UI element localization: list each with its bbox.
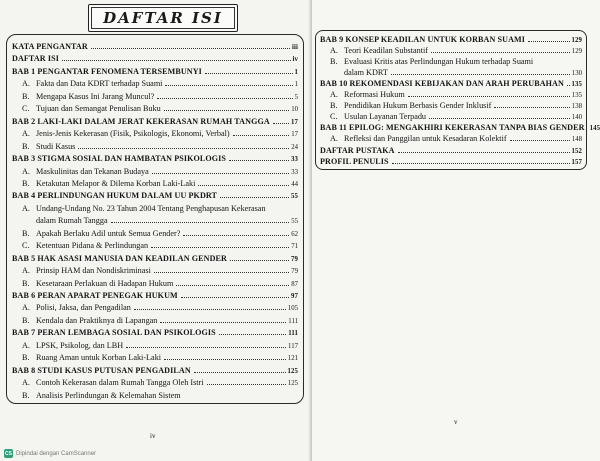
dot-leader [198, 185, 289, 186]
toc-label: Usulan Layanan Terpadu [344, 112, 427, 122]
dot-leader [528, 41, 569, 42]
toc-label: BAB 7 PERAN LEMBAGA SOSIAL DAN PSIKOLOGIS [12, 328, 216, 338]
toc-page-number: 117 [288, 342, 298, 350]
toc-sub-row [22, 92, 298, 103]
dot-leader [126, 347, 286, 348]
dot-leader [429, 118, 570, 119]
dot-leader [408, 96, 570, 97]
toc-letter: B. [22, 228, 30, 238]
toc-chapter-row [12, 54, 298, 65]
toc-page-number: 145 [589, 125, 600, 133]
toc-letter: A. [22, 166, 30, 176]
toc-chapter-row [12, 291, 298, 302]
toc-label: Undang-Undang No. 23 Tahun 2004 Tentang Penghapusan Kekerasan [36, 203, 266, 213]
toc-sub-row [22, 79, 298, 90]
page-number-left: iv [150, 432, 156, 440]
toc-label: Pendidikan Hukum Berbasis Gender Inklusif [344, 101, 492, 111]
toc-letter: A. [22, 378, 30, 388]
toc-page-number: 157 [571, 158, 582, 166]
dot-leader [78, 148, 289, 149]
dot-leader [134, 309, 286, 310]
toc-sub-row [22, 341, 298, 352]
toc-page-number: 125 [287, 380, 298, 388]
toc-chapter-row [320, 146, 582, 157]
toc-page-number: 111 [288, 330, 298, 338]
toc-letter: A. [22, 303, 30, 313]
toc-label: KATA PENGANTAR [12, 42, 88, 51]
dot-leader [273, 123, 289, 124]
toc-letter: C. [22, 241, 30, 251]
toc-sub-row [330, 68, 582, 79]
toc-page-number: 1 [294, 81, 298, 89]
dot-leader [160, 322, 286, 323]
toc-label: BAB 1 PENGANTAR FENOMENA TERSEMBUNYI [12, 66, 202, 76]
toc-page-number: 152 [571, 147, 582, 155]
toc-page-number: 10 [291, 106, 298, 114]
toc-label: Reformasi Hukum [344, 90, 405, 100]
toc-letter: C. [22, 104, 30, 114]
toc-sub-row [22, 303, 298, 314]
toc-letter: C. [330, 112, 338, 122]
toc-page-number: 111 [288, 317, 298, 325]
toc-label: DAFTAR PUSTAKA [320, 145, 395, 155]
dot-leader [229, 160, 289, 161]
toc-page-number: 44 [291, 180, 298, 188]
toc-label: Studi Kasus [36, 141, 76, 151]
title-banner [88, 4, 238, 32]
toc-label: BAB 6 PERAN APARAT PENEGAK HUKUM [12, 291, 178, 300]
toc-label: LPSK, Psikolog, dan LBH [36, 340, 124, 350]
toc-sub-row [22, 316, 298, 327]
toc-label: BAB 10 REKOMENDASI KEBIJAKAN DAN ARAH PERUBAHAN [320, 79, 564, 89]
toc-sub-row [22, 353, 298, 364]
toc-chapter-row [12, 366, 298, 377]
toc-page-number: 17 [291, 118, 298, 126]
toc-page-number: 71 [291, 243, 298, 251]
dot-leader [398, 152, 570, 153]
toc-chapter-row [12, 191, 298, 202]
toc-label: Maskulinitas dan Tekanan Budaya [36, 166, 149, 176]
toc-letter: A. [22, 266, 30, 276]
page-title: DAFTAR ISI [103, 9, 223, 27]
toc-label: Kesetaraan Perlakuan di Hadapan Hukum [36, 278, 174, 288]
scanner-watermark [4, 449, 96, 458]
toc-chapter-row [12, 328, 298, 339]
toc-label: Analisis Perlindungan & Kelemahan Sistem [36, 390, 181, 400]
dot-leader [205, 73, 293, 74]
toc-page-number: 129 [571, 37, 582, 44]
dot-leader [181, 297, 289, 298]
toc-page-number: 135 [571, 81, 582, 89]
toc-label: Teori Keadilan Substantif [344, 46, 429, 56]
dot-leader [392, 163, 570, 164]
dot-leader [183, 235, 289, 236]
toc-sub-row [330, 112, 582, 123]
toc-sub-row [330, 57, 582, 67]
camscanner-icon: CS [5, 450, 12, 457]
toc-sub-row [22, 142, 298, 153]
toc-label: Jenis-Jenis Kekerasan (Fisik, Psikologis, Ekonomi, Verbal) [36, 129, 230, 139]
toc-label: BAB 3 STIGMA SOSIAL DAN HAMBATAN PSIKOLOGIS [12, 154, 227, 164]
dot-leader [207, 384, 286, 385]
toc-page-number: 79 [291, 268, 298, 276]
toc-letter: A. [330, 46, 338, 56]
toc-sub-row [22, 391, 298, 401]
toc-sub-row [22, 104, 298, 115]
toc-label: BAB 2 LAKI-LAKI DALAM JERAT KEKERASAN RUMAH TANGGA [12, 116, 270, 126]
toc-label: Apakah Berlaku Adil untuk Semua Gender? [36, 228, 181, 238]
toc-page-number: iv [292, 56, 298, 64]
toc-letter: A. [22, 340, 30, 350]
toc-page-number: 5 [294, 93, 298, 101]
toc-page-number: 87 [291, 280, 298, 288]
toc-sub-row [330, 90, 582, 101]
dot-leader [111, 222, 290, 223]
toc-sub-row [22, 378, 298, 389]
toc-page-number: 129 [571, 48, 582, 56]
toc-page-number: 17 [291, 131, 298, 139]
toc-letter: B. [330, 57, 338, 67]
toc-page-number: 125 [287, 367, 298, 375]
toc-label: Evaluasi Kritis atas Perlindungan Hukum terhadap Suami [344, 57, 534, 67]
toc-page-number: 55 [291, 193, 298, 201]
toc-letter: B. [22, 178, 30, 188]
toc-sub-row [330, 134, 582, 145]
toc-label: PROFIL PENULIS [320, 156, 389, 166]
dot-leader [176, 285, 289, 286]
dot-leader [494, 107, 569, 108]
toc-label: Mengapa Kasus Ini Jarang Muncul? [36, 91, 155, 101]
dot-leader [510, 140, 570, 141]
toc-label: Ketentuan Pidana & Perlindungan [36, 241, 149, 251]
toc-sub-row [330, 46, 582, 57]
dot-leader [165, 85, 292, 86]
toc-page-number: 55 [291, 218, 298, 226]
dot-leader [431, 52, 570, 53]
toc-page-number: 130 [571, 70, 582, 78]
toc-letter: A. [330, 134, 338, 144]
toc-label: Prinsip HAM dan Nondiskriminasi [36, 266, 151, 276]
dot-leader [91, 48, 290, 49]
toc-label: dalam KDRT [344, 68, 388, 78]
toc-sub-row [22, 229, 298, 240]
toc-page-number: 140 [571, 114, 582, 122]
toc-letter: A. [330, 90, 338, 100]
dot-leader [152, 173, 289, 174]
toc-label: Contoh Kekerasan dalam Rumah Tangga Oleh Istri [36, 378, 204, 388]
toc-chapter-row [320, 123, 600, 134]
dot-leader [219, 334, 286, 335]
toc-letter: A. [22, 129, 30, 139]
toc-label: Kendala dan Praktiknya di Lapangan [36, 315, 158, 325]
toc-sub-row [22, 266, 298, 277]
toc-label: dalam Rumah Tangga [36, 216, 108, 226]
toc-letter: B. [22, 315, 30, 325]
toc-letter: A. [22, 203, 30, 213]
scanner-label: Dipindai dengan CamScanner [16, 450, 97, 457]
toc-label: Tujuan dan Semangat Penulisan Buku [36, 104, 161, 114]
dot-leader [391, 74, 570, 75]
toc-chapter-row [12, 154, 298, 165]
dot-leader [164, 359, 286, 360]
toc-chapter-row [12, 117, 298, 128]
toc-letter: B. [330, 101, 338, 111]
toc-label: BAB 11 EPILOG: MENGAKHIRI KEKERASAN TANPA BIAS GENDER [320, 123, 585, 133]
toc-letter: A. [22, 79, 30, 89]
toc-sub-row [22, 279, 298, 290]
toc-sub-row [22, 167, 298, 178]
toc-sub-row [22, 216, 298, 227]
toc-chapter-row [12, 42, 298, 53]
toc-letter: B. [22, 353, 30, 363]
toc-label: DAFTAR ISI [12, 54, 59, 64]
toc-chapter-row [320, 79, 582, 90]
toc-sub-row [330, 101, 582, 112]
toc-sub-row [22, 179, 298, 190]
toc-page-number: 121 [287, 355, 298, 363]
dot-leader [62, 60, 291, 61]
toc-page-number: iii [292, 44, 298, 51]
dot-leader [154, 272, 289, 273]
toc-label: Fakta dan Data KDRT terhadap Suami [36, 79, 163, 89]
toc-chapter-row [320, 157, 582, 168]
toc-label: Refleksi dan Panggilan untuk Kesadaran Kolektif [344, 134, 507, 144]
toc-page-number: 138 [571, 103, 582, 111]
toc-label: BAB 8 STUDI KASUS PUTUSAN PENGADILAN [12, 365, 191, 375]
dot-leader [157, 98, 292, 99]
toc-label: BAB 4 PERLINDUNGAN HUKUM DALAM UU PKDRT [12, 191, 218, 201]
toc-page-number: 148 [571, 136, 582, 144]
toc-page-number: 97 [291, 293, 298, 300]
toc-letter: B. [22, 390, 30, 400]
toc-label: Ruang Aman untuk Korban Laki-Laki [36, 353, 162, 363]
dot-leader [567, 85, 570, 86]
toc-chapter-row [320, 35, 582, 46]
toc-page-number: 33 [291, 156, 298, 164]
toc-page-number: 105 [287, 305, 298, 313]
toc-letter: B. [22, 141, 30, 151]
toc-page-number: 33 [291, 168, 298, 176]
dot-leader [194, 372, 286, 373]
toc-letter: B. [22, 278, 30, 288]
toc-page-number: 1 [294, 68, 298, 76]
toc-sub-row [22, 241, 298, 252]
toc-sub-row [22, 129, 298, 140]
toc-label: Ketakutan Melapor & Dilema Korban Laki-Laki [36, 178, 196, 188]
toc-label: BAB 9 KONSEP KEADILAN UNTUK KORBAN SUAMI [320, 35, 526, 44]
toc-label: Polisi, Jaksa, dan Pengadilan [36, 303, 131, 313]
page-number-right: v [454, 418, 458, 426]
toc-label: BAB 5 HAK ASASI MANUSIA DAN KEADILAN GENDER [12, 253, 227, 263]
toc-letter: B. [22, 91, 30, 101]
dot-leader [230, 260, 289, 261]
toc-chapter-row [12, 254, 298, 265]
toc-chapter-row [12, 67, 298, 78]
toc-page-number: 135 [571, 92, 582, 100]
dot-leader [164, 110, 289, 111]
toc-page-number: 62 [291, 230, 298, 238]
dot-leader [151, 247, 289, 248]
toc-sub-row [22, 204, 298, 214]
toc-page-number: 79 [291, 255, 298, 263]
dot-leader [233, 135, 290, 136]
dot-leader [220, 197, 289, 198]
toc-page-number: 24 [291, 143, 298, 151]
